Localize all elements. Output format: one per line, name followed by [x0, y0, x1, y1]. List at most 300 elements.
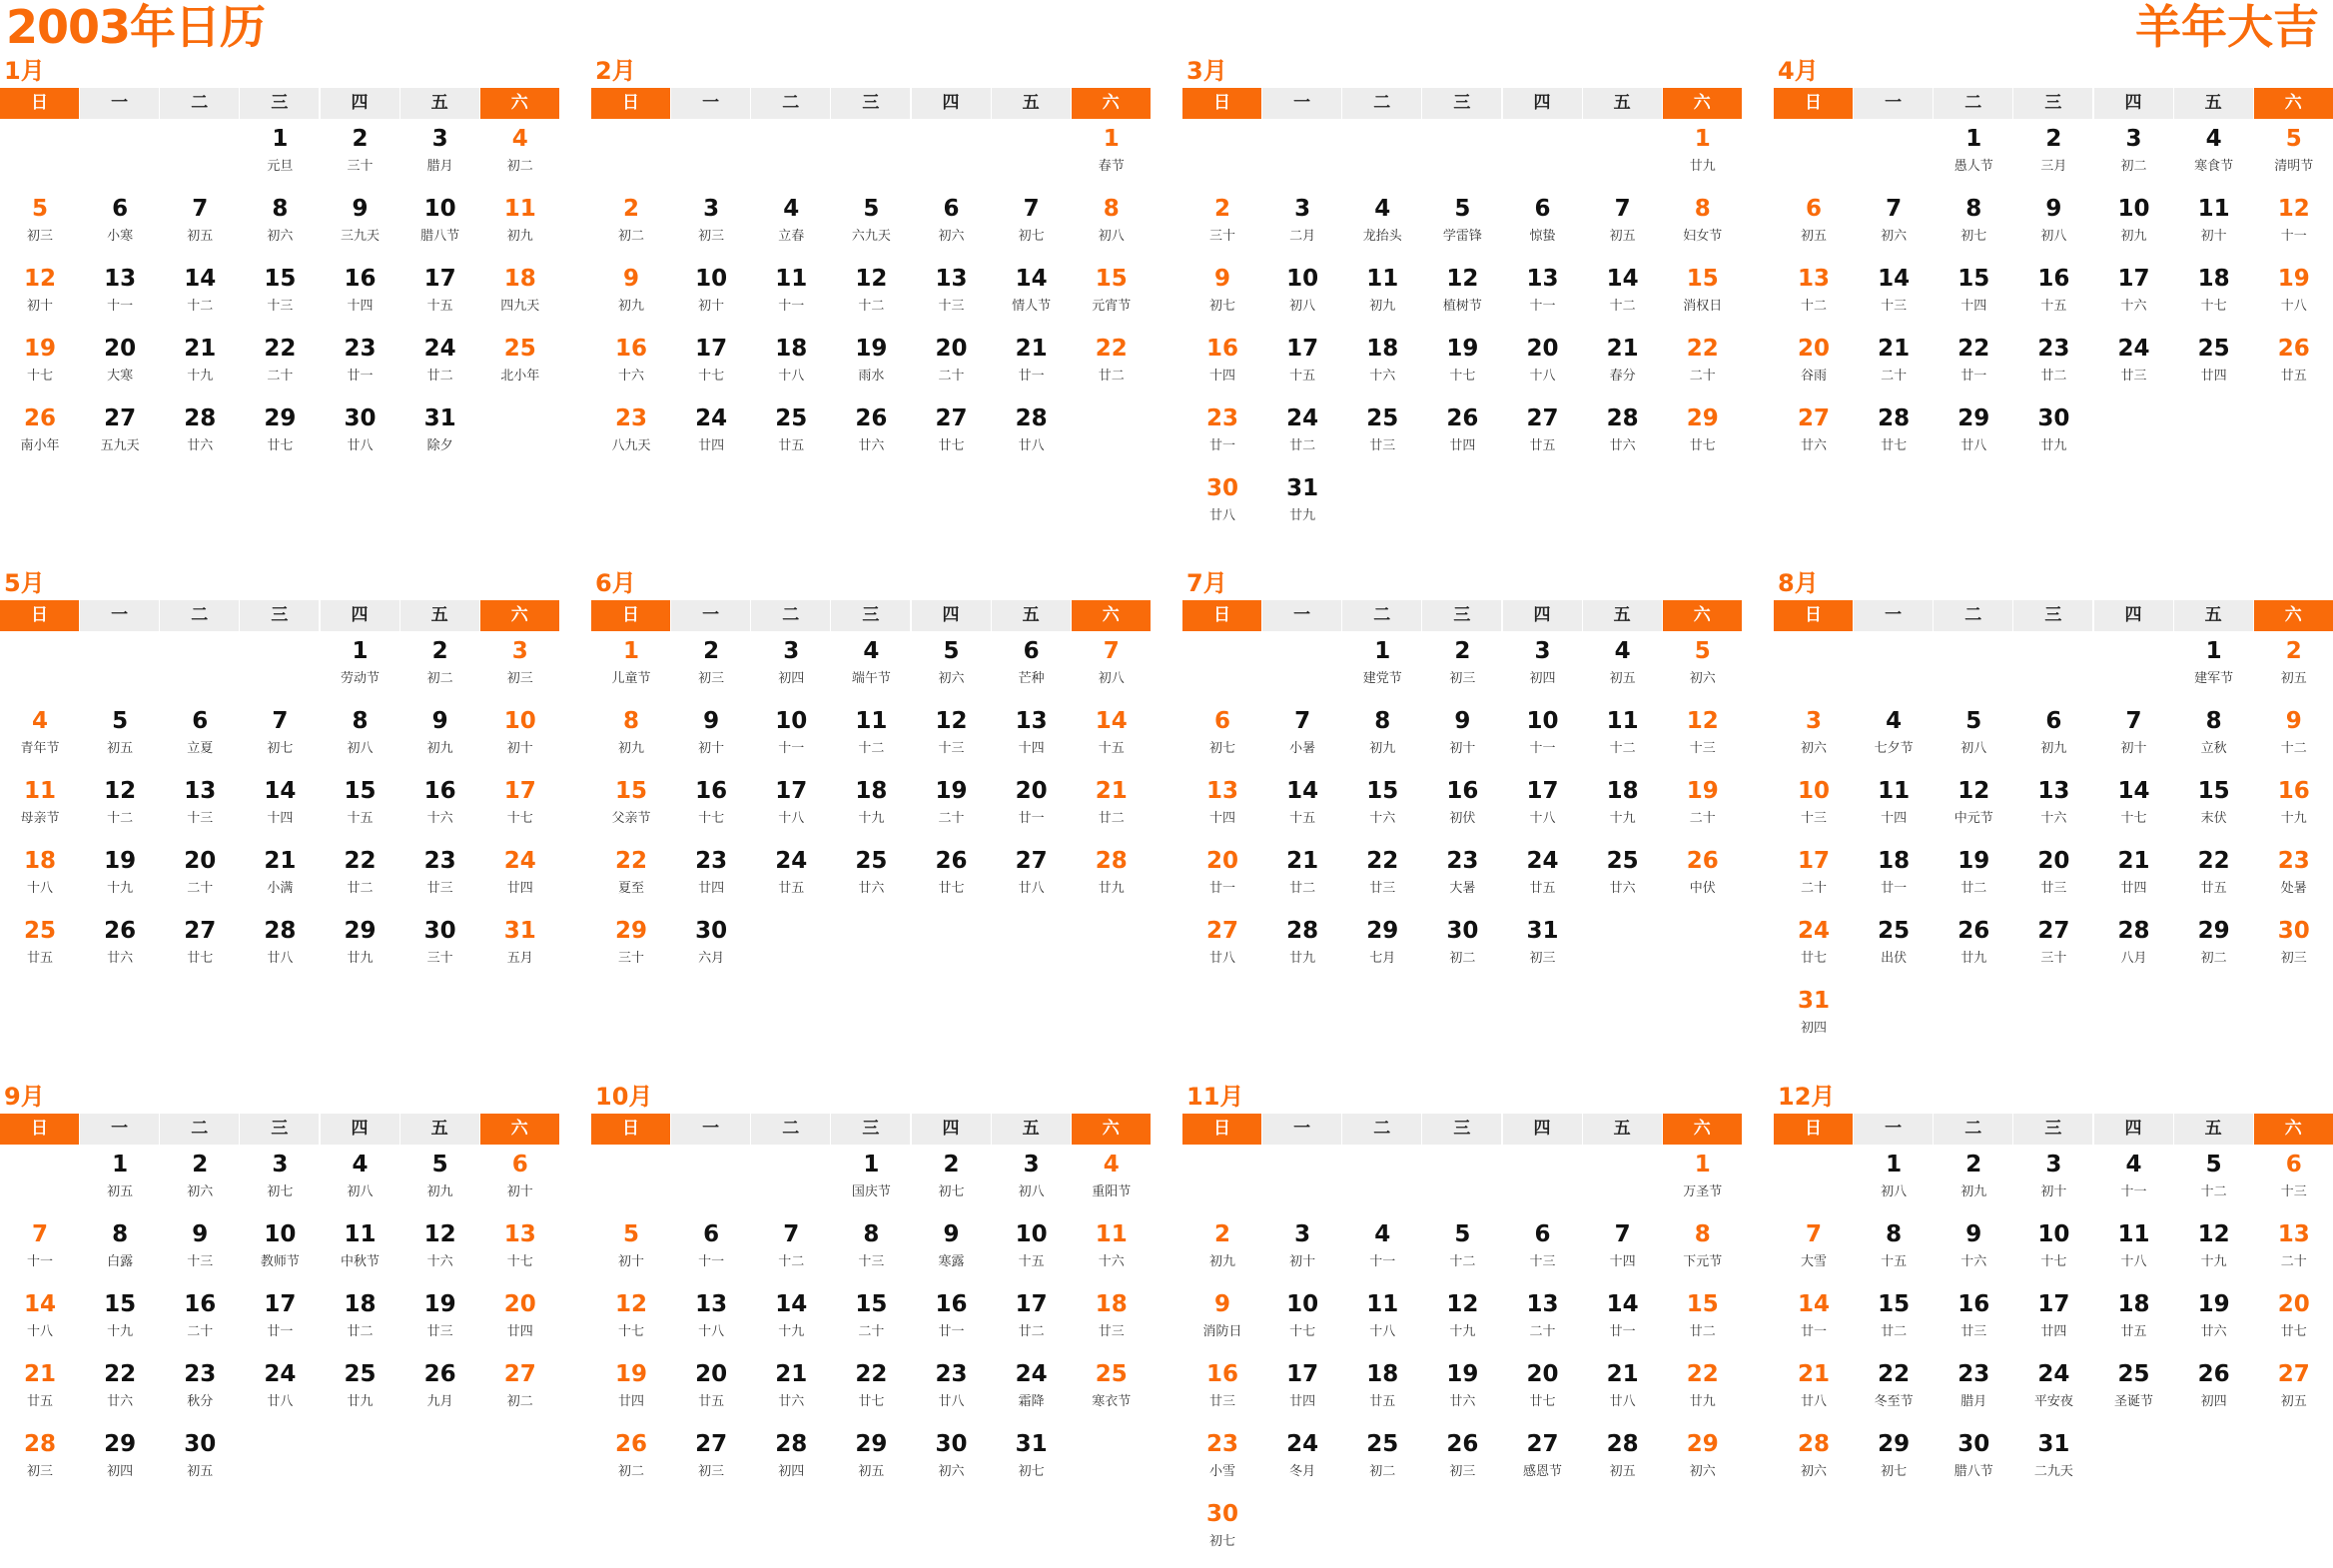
day-cell[interactable] [1182, 402, 1262, 472]
day-cell[interactable] [1854, 402, 1934, 472]
day-cell[interactable] [321, 635, 400, 705]
day-cell[interactable] [1262, 705, 1342, 775]
day-cell[interactable] [1422, 635, 1502, 705]
day-cell[interactable] [2013, 1218, 2093, 1288]
day-cell[interactable] [80, 1218, 160, 1288]
day-cell[interactable] [1072, 1358, 1152, 1428]
day-cell[interactable] [1934, 1358, 2013, 1428]
day-cell[interactable] [2254, 123, 2333, 193]
day-cell[interactable] [2174, 845, 2254, 915]
day-cell[interactable] [591, 635, 671, 705]
day-cell[interactable] [160, 705, 240, 775]
day-cell[interactable] [751, 1428, 831, 1498]
day-cell[interactable] [400, 1358, 480, 1428]
day-cell[interactable] [591, 1358, 671, 1428]
day-cell[interactable] [1182, 845, 1262, 915]
day-cell[interactable] [591, 1428, 671, 1498]
day-cell[interactable] [2094, 705, 2174, 775]
day-cell[interactable] [2174, 263, 2254, 333]
day-cell[interactable] [751, 705, 831, 775]
day-cell[interactable] [1854, 333, 1934, 402]
day-cell[interactable] [1774, 333, 1854, 402]
day-cell[interactable] [992, 1428, 1072, 1498]
day-cell[interactable] [751, 263, 831, 333]
day-cell[interactable] [2174, 123, 2254, 193]
day-cell[interactable] [321, 193, 400, 263]
day-cell[interactable] [1583, 263, 1663, 333]
day-cell[interactable] [912, 845, 992, 915]
day-cell[interactable] [1342, 915, 1422, 985]
day-cell[interactable] [2013, 1149, 2093, 1218]
day-cell[interactable] [1072, 1288, 1152, 1358]
day-cell[interactable] [160, 402, 240, 472]
day-cell[interactable] [1854, 1288, 1934, 1358]
day-cell[interactable] [591, 775, 671, 845]
day-cell[interactable] [2174, 1149, 2254, 1218]
day-cell[interactable] [1342, 263, 1422, 333]
day-cell[interactable] [1774, 845, 1854, 915]
day-cell[interactable] [1422, 193, 1502, 263]
day-cell[interactable] [240, 1288, 320, 1358]
day-cell[interactable] [480, 193, 560, 263]
day-cell[interactable] [591, 333, 671, 402]
day-cell[interactable] [1583, 845, 1663, 915]
day-cell[interactable] [912, 1428, 992, 1498]
day-cell[interactable] [831, 263, 911, 333]
day-cell[interactable] [2013, 1288, 2093, 1358]
day-cell[interactable] [480, 263, 560, 333]
day-cell[interactable] [831, 1218, 911, 1288]
day-cell[interactable] [1663, 845, 1743, 915]
day-cell[interactable] [80, 263, 160, 333]
day-cell[interactable] [912, 705, 992, 775]
day-cell[interactable] [400, 193, 480, 263]
day-cell[interactable] [1663, 635, 1743, 705]
day-cell[interactable] [160, 333, 240, 402]
day-cell[interactable] [2254, 333, 2333, 402]
day-cell[interactable] [992, 635, 1072, 705]
day-cell[interactable] [0, 915, 80, 985]
day-cell[interactable] [1072, 1149, 1152, 1218]
day-cell[interactable] [2094, 1218, 2174, 1288]
day-cell[interactable] [992, 1218, 1072, 1288]
day-cell[interactable] [1072, 635, 1152, 705]
day-cell[interactable] [1934, 123, 2013, 193]
day-cell[interactable] [321, 123, 400, 193]
day-cell[interactable] [321, 705, 400, 775]
day-cell[interactable] [2094, 775, 2174, 845]
day-cell[interactable] [831, 193, 911, 263]
day-cell[interactable] [1934, 402, 2013, 472]
day-cell[interactable] [80, 1358, 160, 1428]
day-cell[interactable] [160, 915, 240, 985]
day-cell[interactable] [1663, 402, 1743, 472]
day-cell[interactable] [400, 775, 480, 845]
day-cell[interactable] [671, 635, 751, 705]
day-cell[interactable] [1182, 263, 1262, 333]
day-cell[interactable] [480, 1358, 560, 1428]
day-cell[interactable] [912, 263, 992, 333]
day-cell[interactable] [1774, 1358, 1854, 1428]
day-cell[interactable] [80, 705, 160, 775]
day-cell[interactable] [1182, 472, 1262, 542]
day-cell[interactable] [2254, 635, 2333, 705]
day-cell[interactable] [2013, 402, 2093, 472]
day-cell[interactable] [480, 333, 560, 402]
day-cell[interactable] [160, 193, 240, 263]
day-cell[interactable] [80, 915, 160, 985]
day-cell[interactable] [671, 1218, 751, 1288]
day-cell[interactable] [992, 402, 1072, 472]
day-cell[interactable] [1262, 402, 1342, 472]
day-cell[interactable] [2254, 1288, 2333, 1358]
day-cell[interactable] [751, 193, 831, 263]
day-cell[interactable] [1583, 402, 1663, 472]
day-cell[interactable] [400, 845, 480, 915]
day-cell[interactable] [831, 635, 911, 705]
day-cell[interactable] [400, 402, 480, 472]
day-cell[interactable] [1422, 1358, 1502, 1428]
day-cell[interactable] [1854, 915, 1934, 985]
day-cell[interactable] [2174, 333, 2254, 402]
day-cell[interactable] [400, 1218, 480, 1288]
day-cell[interactable] [1262, 775, 1342, 845]
day-cell[interactable] [1182, 775, 1262, 845]
day-cell[interactable] [992, 775, 1072, 845]
day-cell[interactable] [1854, 1218, 1934, 1288]
day-cell[interactable] [671, 705, 751, 775]
day-cell[interactable] [0, 1358, 80, 1428]
day-cell[interactable] [992, 1288, 1072, 1358]
day-cell[interactable] [1422, 1288, 1502, 1358]
day-cell[interactable] [912, 1288, 992, 1358]
day-cell[interactable] [1342, 1218, 1422, 1288]
day-cell[interactable] [992, 333, 1072, 402]
day-cell[interactable] [1774, 193, 1854, 263]
day-cell[interactable] [1503, 635, 1583, 705]
day-cell[interactable] [240, 915, 320, 985]
day-cell[interactable] [1934, 775, 2013, 845]
day-cell[interactable] [912, 1149, 992, 1218]
day-cell[interactable] [751, 635, 831, 705]
day-cell[interactable] [1663, 1149, 1743, 1218]
day-cell[interactable] [2254, 1218, 2333, 1288]
day-cell[interactable] [1934, 333, 2013, 402]
day-cell[interactable] [1262, 263, 1342, 333]
day-cell[interactable] [1503, 775, 1583, 845]
day-cell[interactable] [2094, 1149, 2174, 1218]
day-cell[interactable] [1182, 1218, 1262, 1288]
day-cell[interactable] [1854, 775, 1934, 845]
day-cell[interactable] [1342, 333, 1422, 402]
day-cell[interactable] [80, 845, 160, 915]
day-cell[interactable] [0, 1218, 80, 1288]
day-cell[interactable] [80, 1149, 160, 1218]
day-cell[interactable] [1854, 705, 1934, 775]
day-cell[interactable] [160, 263, 240, 333]
day-cell[interactable] [591, 263, 671, 333]
day-cell[interactable] [2094, 263, 2174, 333]
day-cell[interactable] [1854, 263, 1934, 333]
day-cell[interactable] [1663, 193, 1743, 263]
day-cell[interactable] [912, 333, 992, 402]
day-cell[interactable] [1934, 263, 2013, 333]
day-cell[interactable] [1503, 705, 1583, 775]
day-cell[interactable] [1182, 1358, 1262, 1428]
day-cell[interactable] [1663, 1218, 1743, 1288]
day-cell[interactable] [1774, 915, 1854, 985]
day-cell[interactable] [2254, 845, 2333, 915]
day-cell[interactable] [2254, 1149, 2333, 1218]
day-cell[interactable] [1422, 705, 1502, 775]
day-cell[interactable] [831, 1149, 911, 1218]
day-cell[interactable] [80, 333, 160, 402]
day-cell[interactable] [321, 263, 400, 333]
day-cell[interactable] [80, 193, 160, 263]
day-cell[interactable] [0, 402, 80, 472]
day-cell[interactable] [2254, 775, 2333, 845]
day-cell[interactable] [2094, 1288, 2174, 1358]
day-cell[interactable] [671, 915, 751, 985]
day-cell[interactable] [2174, 1358, 2254, 1428]
day-cell[interactable] [751, 775, 831, 845]
day-cell[interactable] [912, 775, 992, 845]
day-cell[interactable] [1422, 1218, 1502, 1288]
day-cell[interactable] [1663, 1428, 1743, 1498]
day-cell[interactable] [240, 263, 320, 333]
day-cell[interactable] [1583, 333, 1663, 402]
day-cell[interactable] [831, 333, 911, 402]
day-cell[interactable] [2013, 263, 2093, 333]
day-cell[interactable] [2013, 1428, 2093, 1498]
day-cell[interactable] [831, 1288, 911, 1358]
day-cell[interactable] [1583, 705, 1663, 775]
day-cell[interactable] [1072, 263, 1152, 333]
day-cell[interactable] [1422, 1428, 1502, 1498]
day-cell[interactable] [1774, 402, 1854, 472]
day-cell[interactable] [671, 1428, 751, 1498]
day-cell[interactable] [1663, 263, 1743, 333]
day-cell[interactable] [1583, 635, 1663, 705]
day-cell[interactable] [912, 193, 992, 263]
day-cell[interactable] [1934, 193, 2013, 263]
day-cell[interactable] [1342, 1428, 1422, 1498]
day-cell[interactable] [1422, 775, 1502, 845]
day-cell[interactable] [1503, 1288, 1583, 1358]
day-cell[interactable] [992, 263, 1072, 333]
day-cell[interactable] [912, 635, 992, 705]
day-cell[interactable] [1663, 775, 1743, 845]
day-cell[interactable] [480, 845, 560, 915]
day-cell[interactable] [1583, 1428, 1663, 1498]
day-cell[interactable] [1262, 1358, 1342, 1428]
day-cell[interactable] [1503, 1428, 1583, 1498]
day-cell[interactable] [1072, 333, 1152, 402]
day-cell[interactable] [1583, 1218, 1663, 1288]
day-cell[interactable] [1262, 472, 1342, 542]
day-cell[interactable] [2174, 915, 2254, 985]
day-cell[interactable] [2013, 705, 2093, 775]
day-cell[interactable] [160, 845, 240, 915]
day-cell[interactable] [0, 1428, 80, 1498]
day-cell[interactable] [1583, 1288, 1663, 1358]
day-cell[interactable] [1342, 1358, 1422, 1428]
day-cell[interactable] [1182, 705, 1262, 775]
day-cell[interactable] [0, 775, 80, 845]
day-cell[interactable] [160, 1288, 240, 1358]
day-cell[interactable] [1503, 1218, 1583, 1288]
day-cell[interactable] [2013, 193, 2093, 263]
day-cell[interactable] [0, 193, 80, 263]
day-cell[interactable] [480, 1288, 560, 1358]
day-cell[interactable] [1934, 1428, 2013, 1498]
day-cell[interactable] [240, 333, 320, 402]
day-cell[interactable] [992, 845, 1072, 915]
day-cell[interactable] [2013, 123, 2093, 193]
day-cell[interactable] [2013, 333, 2093, 402]
day-cell[interactable] [80, 775, 160, 845]
day-cell[interactable] [321, 402, 400, 472]
day-cell[interactable] [160, 1358, 240, 1428]
day-cell[interactable] [480, 705, 560, 775]
day-cell[interactable] [2094, 1358, 2174, 1428]
day-cell[interactable] [160, 1428, 240, 1498]
day-cell[interactable] [591, 705, 671, 775]
day-cell[interactable] [1182, 333, 1262, 402]
day-cell[interactable] [1854, 1428, 1934, 1498]
day-cell[interactable] [1934, 1149, 2013, 1218]
day-cell[interactable] [1072, 775, 1152, 845]
day-cell[interactable] [1503, 193, 1583, 263]
day-cell[interactable] [1262, 915, 1342, 985]
day-cell[interactable] [1422, 333, 1502, 402]
day-cell[interactable] [591, 1218, 671, 1288]
day-cell[interactable] [591, 193, 671, 263]
day-cell[interactable] [80, 402, 160, 472]
day-cell[interactable] [321, 915, 400, 985]
day-cell[interactable] [751, 845, 831, 915]
day-cell[interactable] [1262, 1288, 1342, 1358]
day-cell[interactable] [591, 845, 671, 915]
day-cell[interactable] [671, 402, 751, 472]
day-cell[interactable] [1774, 1428, 1854, 1498]
day-cell[interactable] [321, 775, 400, 845]
day-cell[interactable] [321, 1358, 400, 1428]
day-cell[interactable] [1854, 1358, 1934, 1428]
day-cell[interactable] [1182, 915, 1262, 985]
day-cell[interactable] [1934, 845, 2013, 915]
day-cell[interactable] [2254, 1358, 2333, 1428]
day-cell[interactable] [1072, 705, 1152, 775]
day-cell[interactable] [2013, 1358, 2093, 1428]
day-cell[interactable] [1503, 333, 1583, 402]
day-cell[interactable] [2254, 193, 2333, 263]
day-cell[interactable] [160, 1218, 240, 1288]
day-cell[interactable] [1774, 1218, 1854, 1288]
day-cell[interactable] [1342, 402, 1422, 472]
day-cell[interactable] [400, 1288, 480, 1358]
day-cell[interactable] [1182, 1498, 1262, 1568]
day-cell[interactable] [0, 705, 80, 775]
day-cell[interactable] [1072, 1218, 1152, 1288]
day-cell[interactable] [1854, 193, 1934, 263]
day-cell[interactable] [2174, 1288, 2254, 1358]
day-cell[interactable] [1663, 1358, 1743, 1428]
day-cell[interactable] [671, 845, 751, 915]
day-cell[interactable] [671, 333, 751, 402]
day-cell[interactable] [240, 123, 320, 193]
day-cell[interactable] [1422, 402, 1502, 472]
day-cell[interactable] [1583, 193, 1663, 263]
day-cell[interactable] [400, 123, 480, 193]
day-cell[interactable] [1072, 845, 1152, 915]
day-cell[interactable] [240, 845, 320, 915]
day-cell[interactable] [1774, 705, 1854, 775]
day-cell[interactable] [480, 915, 560, 985]
day-cell[interactable] [2094, 333, 2174, 402]
day-cell[interactable] [2174, 705, 2254, 775]
day-cell[interactable] [321, 845, 400, 915]
day-cell[interactable] [1663, 333, 1743, 402]
day-cell[interactable] [2174, 635, 2254, 705]
day-cell[interactable] [321, 1218, 400, 1288]
day-cell[interactable] [2174, 193, 2254, 263]
day-cell[interactable] [1854, 1149, 1934, 1218]
day-cell[interactable] [480, 1149, 560, 1218]
day-cell[interactable] [2013, 915, 2093, 985]
day-cell[interactable] [751, 1288, 831, 1358]
day-cell[interactable] [1342, 705, 1422, 775]
day-cell[interactable] [400, 635, 480, 705]
day-cell[interactable] [1422, 845, 1502, 915]
day-cell[interactable] [751, 402, 831, 472]
day-cell[interactable] [480, 775, 560, 845]
day-cell[interactable] [2094, 193, 2174, 263]
day-cell[interactable] [480, 1218, 560, 1288]
day-cell[interactable] [1262, 333, 1342, 402]
day-cell[interactable] [1774, 985, 1854, 1055]
day-cell[interactable] [1342, 775, 1422, 845]
day-cell[interactable] [1583, 1358, 1663, 1428]
day-cell[interactable] [912, 402, 992, 472]
day-cell[interactable] [321, 1288, 400, 1358]
day-cell[interactable] [831, 775, 911, 845]
day-cell[interactable] [1663, 1288, 1743, 1358]
day-cell[interactable] [992, 1149, 1072, 1218]
day-cell[interactable] [1934, 915, 2013, 985]
day-cell[interactable] [1503, 402, 1583, 472]
day-cell[interactable] [240, 1358, 320, 1428]
day-cell[interactable] [240, 705, 320, 775]
day-cell[interactable] [1663, 705, 1743, 775]
day-cell[interactable] [160, 1149, 240, 1218]
day-cell[interactable] [2013, 845, 2093, 915]
day-cell[interactable] [1774, 775, 1854, 845]
day-cell[interactable] [321, 1149, 400, 1218]
day-cell[interactable] [2174, 1218, 2254, 1288]
day-cell[interactable] [0, 845, 80, 915]
day-cell[interactable] [321, 333, 400, 402]
day-cell[interactable] [751, 1218, 831, 1288]
day-cell[interactable] [1422, 263, 1502, 333]
day-cell[interactable] [992, 193, 1072, 263]
day-cell[interactable] [831, 705, 911, 775]
day-cell[interactable] [0, 1288, 80, 1358]
day-cell[interactable] [2094, 123, 2174, 193]
day-cell[interactable] [80, 1288, 160, 1358]
day-cell[interactable] [671, 193, 751, 263]
day-cell[interactable] [240, 1218, 320, 1288]
